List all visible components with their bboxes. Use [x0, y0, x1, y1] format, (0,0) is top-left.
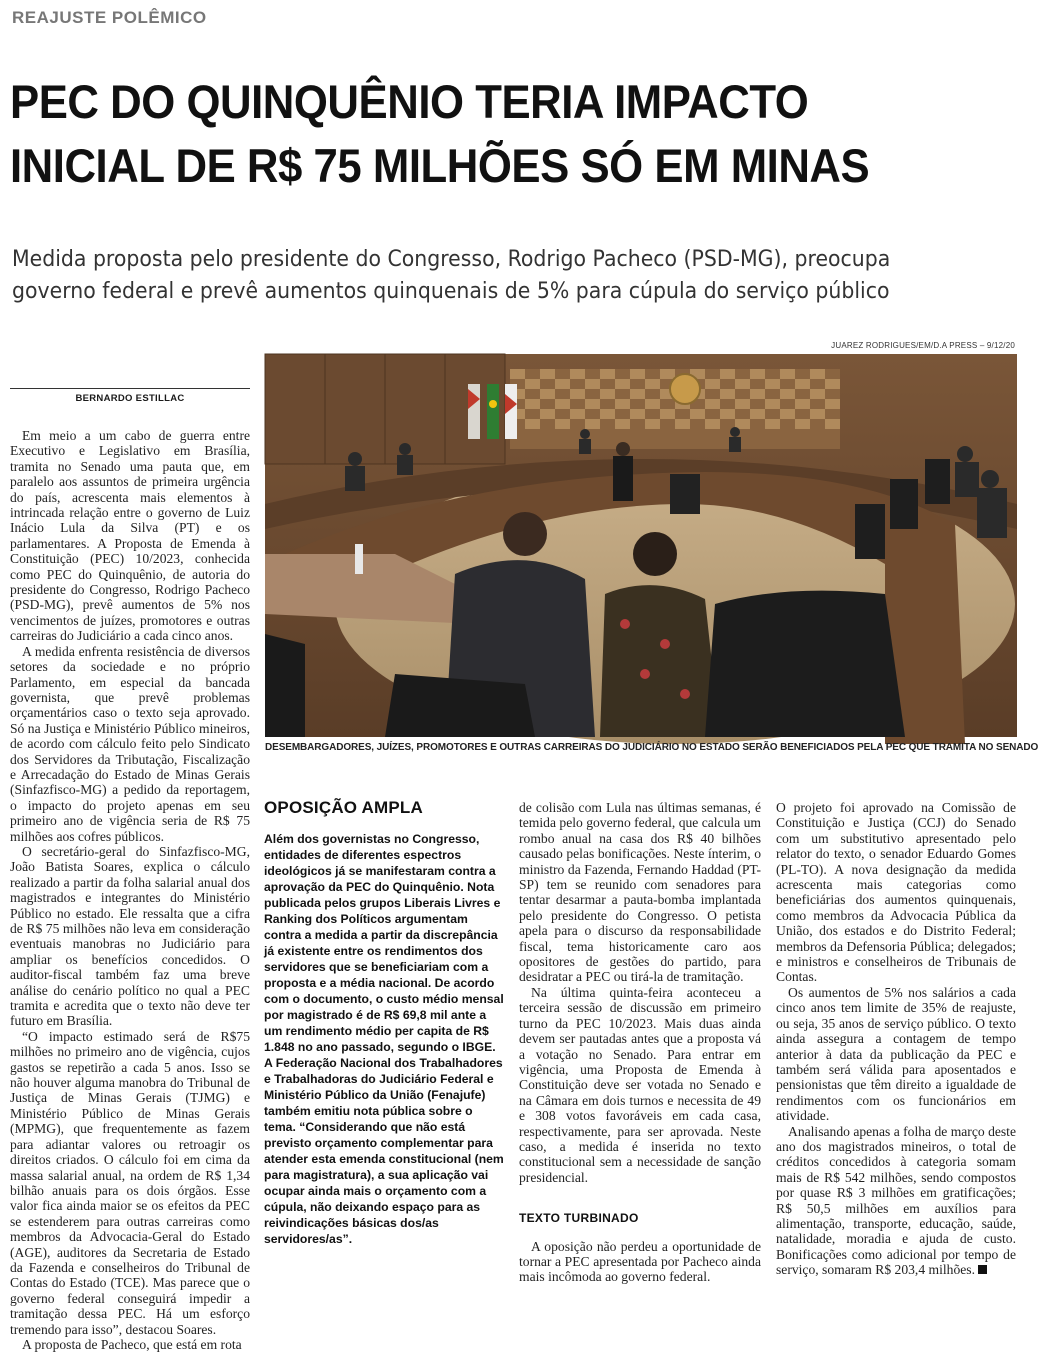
paragraph: “O impacto estimado será de R$75 milhões no primeiro ano de vigência, cujos gastos se repetirão a cada 5 anos. Isso se não houver alguma manobra do Tribunal de Justiça de Minas Gerais (TJMG) e Ministério Público de Minas Gerais (MPMG), que frequentemente as fazem para adiantar valores ou retroagir os direitos criados. O cálculo foi em cima da massa salarial anual, na ordem de R$ 1,34 bilhão anuais para os dois órgãos. Esse valor fica ainda maior se os efeitos da PEC se estenderem para outras carreiras como membros da Advocacia-Geral do Estado (AGE), auditores da Secretaria de Estado da Fazenda e conselheiros do Tribunal de Contas do Estado (TCE). Mas parece que o governo federal conseguirá impedir a tramitação dessa PEC. Há um esforço tremendo para isso”, destacou Soares. [10, 1028, 250, 1337]
article-column-3 [519, 800, 761, 1285]
author-byline: BERNARDO ESTILLAC [75, 393, 185, 404]
photo-credit: JUAREZ RODRIGUES/EM/D.A PRESS – 9/12/20 [831, 341, 1015, 350]
end-mark [978, 1265, 987, 1274]
section-kicker: REAJUSTE POLÊMICO [12, 8, 207, 27]
article-column-4 [776, 800, 1016, 1278]
article-column-2 [264, 800, 504, 1270]
subheadline [12, 244, 942, 308]
section-heading-texto-turbinado: TEXTO TURBINADO [519, 1211, 639, 1226]
paragraph: A proposta de Pacheco, que está em rota [22, 1336, 242, 1352]
paragraph: O projeto foi aprovado na Comissão de Constituição e Justiça (CCJ) do Senado com um substitutivo apresentado pelo relator do texto, o senador Eduardo Gomes (PL-TO). A nova designação da medida acrescenta mais categorias como beneficiárias dos aumentos quinquenais, como membros da Advocacia Pública da União, dos estados e do Distrito Federal; membros da Defensoria Pública; delegados; e ministros e conselheiros de Tribunais de Contas. [776, 800, 1016, 985]
subheadline-line-1: Medida proposta pelo presidente do Congresso, Rodrigo Pacheco (PSD-MG), preocupa [12, 247, 891, 272]
senate-chamber-photo [265, 354, 1017, 737]
headline [10, 70, 945, 198]
headline-line-2: INICIAL DE R$ 75 MILHÕES SÓ EM MINAS [10, 139, 870, 192]
headline-line-1: PEC DO QUINQUÊNIO TERIA IMPACTO [10, 75, 809, 128]
subheadline-line-2: governo federal e prevê aumentos quinquenais de 5% para cúpula do serviço público [12, 279, 890, 304]
paragraph: Em meio a um cabo de guerra entre Executivo e Legislativo em Brasília, tramita no Senado uma pauta que, em paralelo aos assuntos de primeira urgência do país, acrescenta mais elementos à intrincada relação entre o governo de Luiz Inácio Lula da Silva (PT) e os parlamentares. A Proposta de Emenda à Constituição (PEC) 10/2023, conhecida como PEC do Quinquênio, de autoria do presidente do Congresso, Rodrigo Pacheco (PSD-MG), prevê aumentos de 5% nos vencimentos de juízes, promotores e outras carreiras do Judiciário a cada cinco anos. [10, 428, 250, 644]
section-heading-oposicao: OPOSIÇÃO AMPLA [264, 798, 423, 817]
final-text: Analisando apenas a folha de março deste ano dos magistrados mineiros, o total de créditos concedidos à categoria somam mais de R$ 542 milhões, sendo compostos por quase R$ 3 milhões em gratificações; R$ 50,5 milhões em auxílios para alimentação, transporte, educação, saúde, natalidade, moradia e ajuda de custo. Bonificações como adicional por tempo de serviço, somaram R$ 203,4 milhões. [776, 1123, 1016, 1278]
paragraph: de colisão com Lula nas últimas semanas, é temida pelo governo federal, que calcula um rombo anual na casa dos R$ 40 bilhões causado pelas bonificações. Neste ínterim, o ministro da Fazenda, Fernando Haddad (PT-SP) tem se reunido com senadores para tentar desarmar a pauta-bomba implantada pelo presidente do Congresso. O petista apela para o discurso da responsabilidade fiscal, tema historicamente caro aos opositores de gestões do partido, para desidratar a PEC ou tirá-la de tramitação. [519, 800, 761, 985]
paragraph: A medida enfrenta resistência de diversos setores da sociedade e no próprio Parlamento, em especial da bancada governista, que prevê problemas orçamentários caso o texto seja aprovado. Só na Justiça e Ministério Público mineiros, de acordo com cálculo feito pelo Sindicato dos Servidores da Tributação, Fiscalização e Arrecadação do Estado de Minas Gerais (Sinfazfisco-MG) a pedido da reportagem, o impacto do projeto apenas em seu primeiro ano de vigência seria de R$ 75 milhões aos cofres públicos. [10, 643, 250, 844]
photo-illustration [265, 354, 1017, 737]
photo-caption: DESEMBARGADORES, JUÍZES, PROMOTORES E OUTRAS CARREIRAS DO JUDICIÁRIO NO ESTADO SERÃO BENEFICIADOS PELA PEC QUE TRAMITA NO SENADO [265, 742, 1038, 753]
paragraph: Na última quinta-feira aconteceu a terceira sessão de discussão em primeiro turno da PEC 10/2023. Mais duas ainda devem ser pautadas antes que a proposta vá a votação no Senado. Para entrar em vigência, uma Proposta de Emenda à Constituição deve ser votada no Senado e na Câmara em dois turnos e necessita de 49 e 308 votos favoráveis em cada casa, respectivamente, para ser aprovada. Neste caso, a medida é inserida no texto constitucional sem a necessidade de sanção presidencial. [519, 984, 761, 1185]
paragraph: Os aumentos de 5% nos salários a cada cinco anos tem limite de 35% de reajuste, ou seja, 35 anos de serviço público. O texto ainda assegura a contagem de tempo anterior à data da publicação da PEC e também será válida para aposentados e pensionistas que têm direito a igualdade de rendimentos com os funcionários em atividade. [776, 984, 1016, 1124]
boxed-paragraph: Além dos governistas no Congresso, entidades de diferentes espectros ideológicos já se manifestaram contra a aprovação da PEC do Quinquênio. Nota publicada pelos grupos Liberais Livres e Ranking dos Políticos argumentam contra a medida a partir da discrepância já existente entre os rendimentos dos servidores que se beneficiariam com a proposta e a média nacional. De acordo com o documento, o custo médio mensal por magistrado é de R$ 69,8 mil ante a um rendimento médio per capita de R$ 1.848 no ano passado, segundo o IBGE. A Federação Nacional dos Trabalhadores e Trabalhadoras do Judiciário Federal e Ministério Público da União (Fenajufe) também emitiu nota pública sobre o tema. “Considerando que não está previsto orçamento complementar para atender esta emenda constitucional (nem para magistratura), a sua aplicação vai ocupar ainda mais o orçamento com a cúpula, não deixando espaço para as reivindicações básicas dos/as servidores/as”. [264, 832, 504, 1247]
paragraph: A oposição não perdeu a oportunidade de tornar a PEC apresentada por Pacheco ainda mais incômoda ao governo federal. [519, 1238, 761, 1285]
article-column-1 [10, 428, 250, 1352]
author-divider [10, 388, 250, 389]
paragraph: O secretário-geral do Sinfazfisco-MG, João Batista Soares, explica o cálculo realizado a partir da folha salarial anual dos magistrados e integrantes do Ministério Público no estado. Ele ressalta que a cifra de R$ 75 milhões não leva em consideração eventuais manobras no Judiciário para ampliar os benefícios concedidos. O auditor-fiscal também faz uma breve análise do cenário político no qual a PEC tramita e acredita que o texto não deve ter futuro em Brasília. [10, 843, 250, 1029]
paragraph-final [776, 1124, 1016, 1278]
